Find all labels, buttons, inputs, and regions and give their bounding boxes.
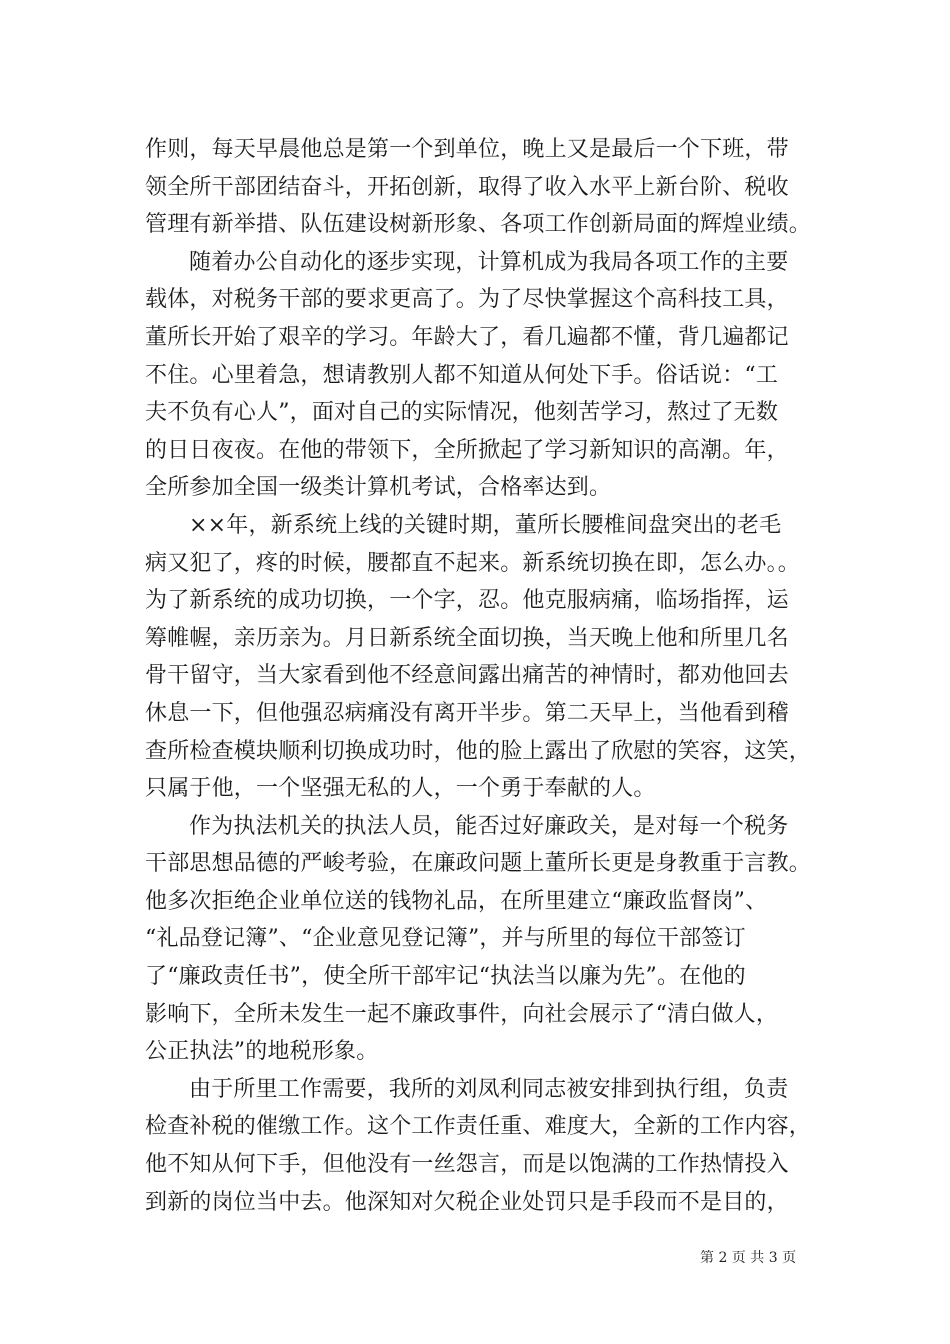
text-line: 影响下，全所未发生一起不廉政事件，向社会展示了“清白做人， bbox=[145, 1001, 779, 1027]
text-line: 病又犯了，疼的时候，腰都直不起来。新系统切换在即，怎么办。。 bbox=[145, 550, 801, 576]
text-line: 他不知从何下手，但他没有一丝怨言，而是以饱满的工作热情投入 bbox=[145, 1152, 789, 1178]
text-line: 查所检查模块顺利切换成功时，他的脸上露出了欣慰的笑容，这笑， bbox=[145, 738, 812, 764]
page-number: 第 2 页 共 3 页 bbox=[700, 1250, 797, 1266]
body-text bbox=[145, 131, 835, 1221]
text-line: 干部思想品德的严峻考验，在廉政问题上董所长更是身教重于言教。 bbox=[145, 851, 812, 877]
text-line: 公正执法”的地税形象。 bbox=[145, 1039, 379, 1065]
text-line: 作则，每天早晨他总是第一个到单位，晚上又是最后一个下班，带 bbox=[145, 137, 789, 162]
text-line: 董所长开始了艰辛的学习。年龄大了，看几遍都不懂，背几遍都记 bbox=[145, 324, 789, 350]
paragraph-start-line: 作为执法机关的执法人员，能否过好廉政关，是对每一个税务 bbox=[189, 813, 789, 839]
text-line: 夫不负有心人”，面对自己的实际情况，他刻苦学习，熬过了无数 bbox=[145, 400, 779, 426]
paragraph-start-line: 由于所里工作需要，我所的刘凤利同志被安排到执行组，负责 bbox=[189, 1076, 789, 1102]
text-line: 骨干留守，当大家看到他不经意间露出痛苦的神情时，都劝他回去 bbox=[145, 663, 789, 689]
text-line: 为了新系统的成功切换，一个字，忍。他克服病痛，临场指挥，运 bbox=[145, 588, 789, 614]
text-line: 筹帷幄，亲历亲为。月日新系统全面切换，当天晚上他和所里几名 bbox=[145, 625, 789, 651]
text-line: 检查补税的催缴工作。这个工作责任重、难度大，全新的工作内容， bbox=[145, 1114, 812, 1140]
text-line: 不住。心里着急，想请教别人都不知道从何处下手。俗话说：“工 bbox=[145, 362, 779, 388]
text-line: 了“廉政责任书”，使全所干部牢记“执法当以廉为先”。在他的 bbox=[145, 964, 746, 990]
text-line: “礼品登记簿”、“企业意见登记簿”，并与所里的每位干部签订 bbox=[145, 926, 746, 952]
text-line: 休息一下，但他强忍病痛没有离开半步。第二天早上，当他看到稽 bbox=[145, 700, 789, 726]
text-line: 的日日夜夜。在他的带领下，全所掀起了学习新知识的高潮。年， bbox=[145, 437, 789, 463]
text-line: 到新的岗位当中去。他深知对欠税企业处罚只是手段而不是目的， bbox=[145, 1189, 789, 1215]
text-line: 只属于他，一个坚强无私的人，一个勇于奉献的人。 bbox=[145, 776, 656, 802]
text-line: 全所参加全国一级类计算机考试，合格率达到。 bbox=[145, 475, 612, 501]
text-line: 领全所干部团结奋斗，开拓创新，取得了收入水平上新台阶、税收 bbox=[145, 174, 789, 200]
text-line: 他多次拒绝企业单位送的钱物礼品，在所里建立“廉政监督岗”、 bbox=[145, 888, 768, 914]
paragraph-start-line: ××年，新系统上线的关键时期，董所长腰椎间盘突出的老毛 bbox=[189, 512, 782, 538]
text-line: 载体，对税务干部的要求更高了。为了尽快掌握这个高科技工具， bbox=[145, 287, 789, 313]
paragraph-start-line: 随着办公自动化的逐步实现，计算机成为我局各项工作的主要 bbox=[189, 249, 789, 275]
text-line: 管理有新举措、队伍建设树新形象、各项工作创新局面的辉煌业绩。 bbox=[145, 212, 812, 238]
